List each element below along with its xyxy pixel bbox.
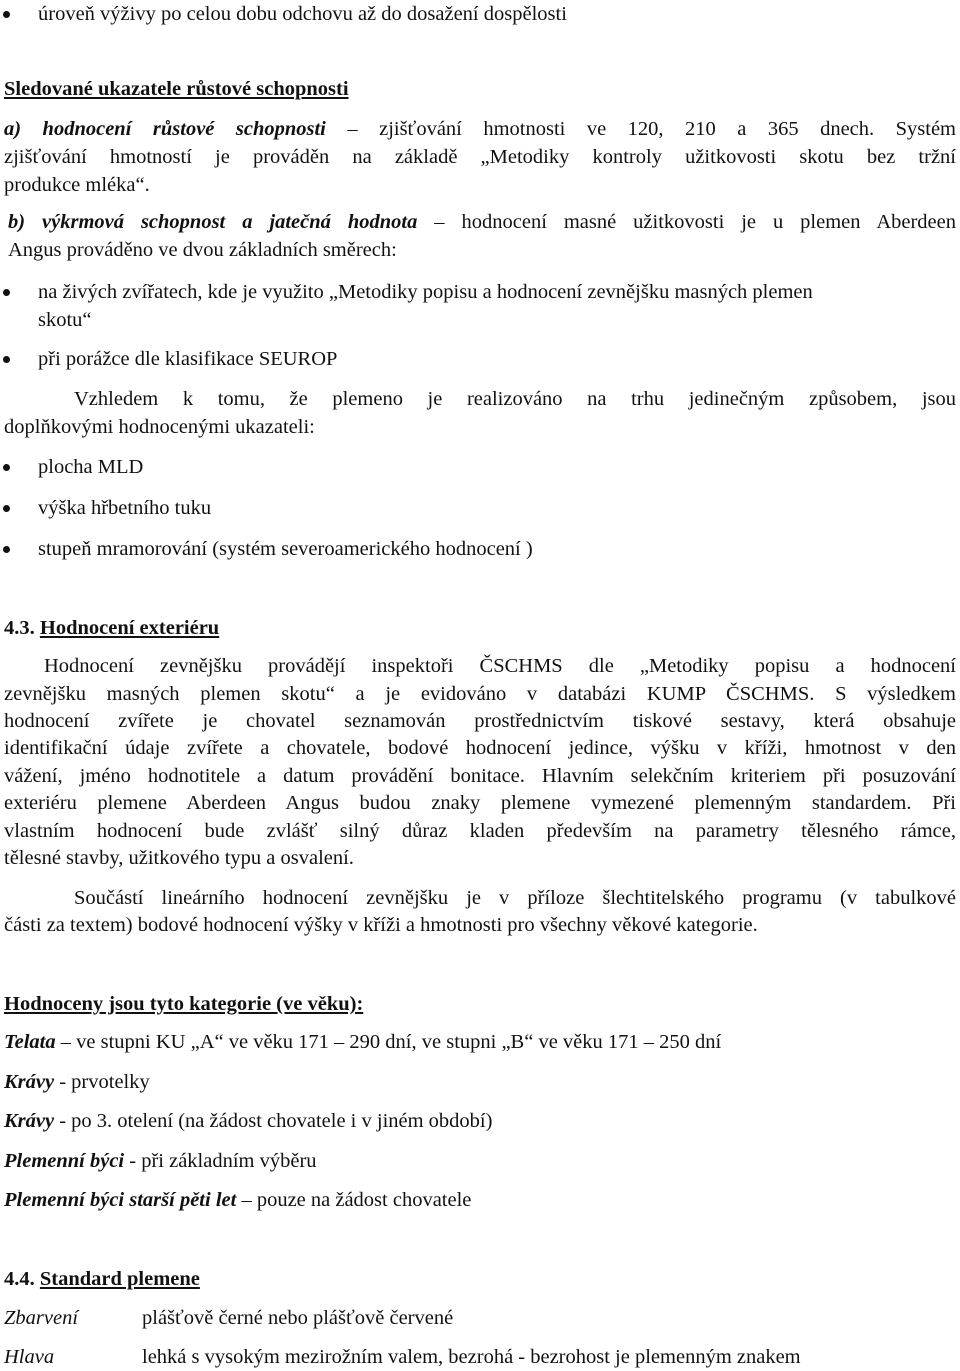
standard-label: Hlava [4,1346,55,1368]
section-heading-4-3 [4,614,956,642]
section-title: Standard plemene [39,1268,200,1290]
bullet-icon [3,546,10,553]
paragraph-43b-line: části za textem) bodové hodnocení výšky v kříži a hmotnosti pro všechny věkové kategorie. [4,914,758,936]
paragraph-a-line1: a) hodnocení růstové schopnosti – zjišťování hmotnosti ve 120, 210 a 365 dnech. Systém [4,118,957,140]
paragraph-vzhledem-line1: Vzhledem k tomu, že plemeno je realizováno na trhu jedinečným způsobem, jsou [74,388,956,410]
categories-heading: Hodnoceny jsou tyto kategorie (ve věku): [4,993,364,1015]
paragraph-b-line2: Angus prováděno ve dvou základních směrech: [8,239,397,261]
standard-row-hlava [4,1343,956,1371]
paragraph-43-line: Hodnocení zevnějšku provádějí inspektoři ČSCHMS dle „Metodiky popisu a hodnocení [44,655,956,677]
category-label: Krávy [4,1071,55,1093]
section-heading-4-4 [4,1265,956,1293]
label-a: a) hodnocení růstové schopnosti [4,118,326,140]
standard-label: Zbarvení [4,1307,79,1329]
bullet-icon [3,289,10,296]
category-label: Krávy [4,1110,55,1132]
section-title: Hodnocení exteriéru [39,617,220,639]
section-number: 4.4. [4,1268,35,1290]
section-heading-ukazatele: Sledované ukazatele růstové schopnosti [4,78,349,100]
section-number: 4.3. [4,617,35,639]
category-item: Telata – ve stupni KU „A“ ve věku 171 – 290 dní, ve stupni „B“ ve věku 171 – 250 dní [4,1031,722,1053]
category-label: Telata [4,1031,56,1053]
standard-value: lehká s vysokým mezirožním valem, bezrohá - bezrohost je plemenným znakem [142,1346,801,1368]
paragraph-vzhledem-line2: doplňkovými hodnocenými ukazateli: [4,416,315,438]
paragraph-a-line2: zjišťování hmotností je prováděn na základě „Metodiky kontroly užitkovosti skotu bez tržní [4,146,956,168]
paragraph-b-line1: b) výkrmová schopnost a jatečná hodnota – hodnocení masné užitkovosti je u plemen Aberdeen [8,211,957,233]
bullet-continuation: skotu“ [38,309,92,331]
paragraph-43-line: vlastním hodnocení bude zvlášť silný důraz kladen především na parametry tělesného rámce, [4,820,956,842]
bullet-icon [3,11,10,18]
category-item: Plemenní býci starší pěti let – pouze na žádost chovatele [4,1189,472,1211]
category-item: Krávy - po 3. otelení (na žádost chovatele i v jiném období) [4,1110,493,1132]
paragraph-43-line: zevnějšku masných plemen skotu“ a je evidováno v databázi KUMP ČSCHMS. S výsledkem [4,683,956,705]
paragraph-43-line: identifikační údaje zvířete a chovatele, bodové hodnocení jedince, výšku v kříži, hmotnost v den [4,737,956,759]
bullet-icon [3,464,10,471]
category-label: Plemenní býci [4,1150,125,1172]
paragraph-43-line: tělesné stavby, užitkového typu a osvalení. [4,847,354,869]
bullet-icon [3,356,10,363]
bullet-icon [3,505,10,512]
paragraph-a-line3: produkce mléka“. [4,174,150,196]
category-item: Plemenní býci - při základním výběru [4,1150,317,1172]
standard-row-zbarveni [4,1304,956,1332]
paragraph-43-line: exteriéru plemene Aberdeen Angus budou znaky plemene vymezené plemenným standardem. Při [4,792,956,814]
paragraph-43b-line: Součástí lineárního hodnocení zevnějšku je v příloze šlechtitelského programu (v tabulkové [74,887,956,909]
paragraph-43-line: hodnocení zvířete je chovatel seznamován prostřednictvím tiskové sestavy, která obsahuje [4,710,956,732]
paragraph-43-line: vážení, jméno hodnotitele a datum provádění bonitace. Hlavním selekčním kriteriem při posuzování [4,765,956,787]
standard-value: plášťově černé nebo plášťově červené [142,1307,454,1329]
label-b: b) výkrmová schopnost a jatečná hodnota [8,211,418,233]
category-item: Krávy - prvotelky [4,1071,150,1093]
category-label: Plemenní býci starší pěti let [4,1189,237,1211]
